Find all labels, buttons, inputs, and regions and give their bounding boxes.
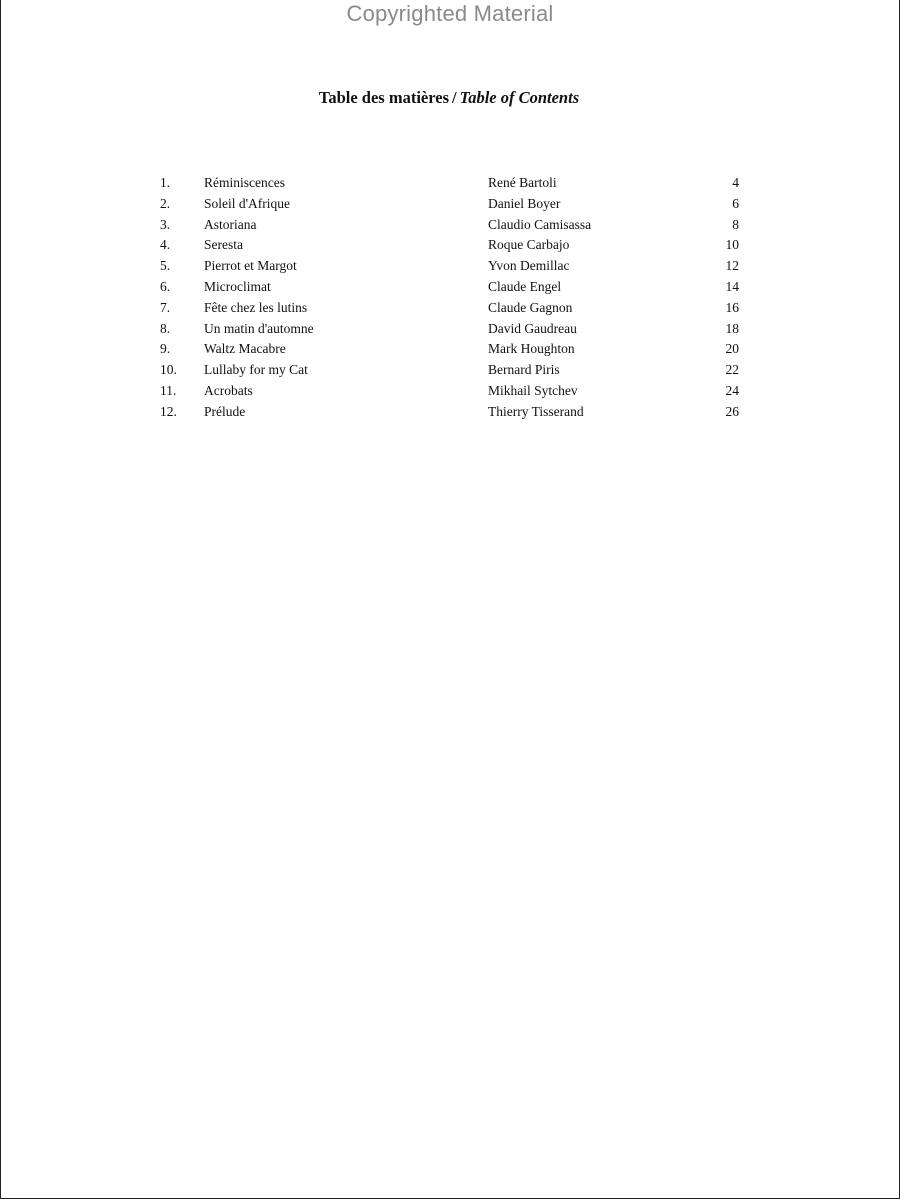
piece-title: Seresta xyxy=(204,237,243,253)
entry-number: 3. xyxy=(160,216,171,232)
page-number: 20 xyxy=(725,341,739,357)
piece-title: Pierrot et Margot xyxy=(204,258,297,274)
entry-number: 7. xyxy=(160,299,171,315)
copyright-watermark: Copyrighted Material xyxy=(346,1,554,26)
composer-name: Thierry Tisserand xyxy=(488,403,584,419)
page-number: 4 xyxy=(732,175,739,190)
toc-entry[interactable] xyxy=(160,360,740,381)
title-separator: / xyxy=(452,88,457,107)
entry-number: 10. xyxy=(160,362,177,378)
entry-number: 11. xyxy=(160,382,177,398)
composer-name: Claudio Camisassa xyxy=(488,216,592,232)
piece-title: Soleil d'Afrique xyxy=(204,195,291,211)
composer-name: Yvon Demillac xyxy=(488,258,570,274)
page-title xyxy=(0,88,898,108)
page-number: 14 xyxy=(725,278,739,294)
composer-name: Bernard Piris xyxy=(488,362,560,378)
composer-name: Roque Carbajo xyxy=(488,237,570,253)
page-number: 16 xyxy=(725,299,739,315)
page-number: 22 xyxy=(725,362,739,378)
piece-title: Lullaby for my Cat xyxy=(204,362,308,378)
piece-title: Microclimat xyxy=(204,278,271,294)
piece-title: Waltz Macabre xyxy=(204,341,286,357)
title-french: Table des matières xyxy=(318,88,450,107)
page-number: 8 xyxy=(732,216,739,232)
entry-number: 2. xyxy=(160,195,171,211)
toc-entry[interactable] xyxy=(160,215,740,236)
toc-entry[interactable] xyxy=(160,319,740,340)
toc-entry[interactable] xyxy=(160,381,740,402)
piece-title: Prélude xyxy=(204,403,246,419)
page-number: 6 xyxy=(732,195,739,211)
composer-name: David Gaudreau xyxy=(488,320,577,336)
toc-entry[interactable] xyxy=(160,402,740,423)
toc-entry[interactable] xyxy=(160,298,740,319)
page-number: 26 xyxy=(725,403,739,419)
composer-name: Claude Engel xyxy=(488,278,562,294)
entry-number: 6. xyxy=(160,278,171,294)
composer-name: Claude Gagnon xyxy=(488,299,573,315)
toc-entry[interactable] xyxy=(160,235,740,256)
piece-title: Astoriana xyxy=(204,216,257,232)
piece-title: Un matin d'automne xyxy=(204,320,314,336)
entry-number: 1. xyxy=(160,175,171,190)
page-number: 18 xyxy=(725,320,739,336)
page-number: 10 xyxy=(725,237,739,253)
entry-number: 9. xyxy=(160,341,171,357)
toc-entry[interactable] xyxy=(160,173,740,194)
composer-name: Daniel Boyer xyxy=(488,195,561,211)
page-number: 12 xyxy=(725,258,739,274)
title-english: Table of Contents xyxy=(459,88,580,107)
composer-name: René Bartoli xyxy=(488,175,557,190)
toc-entry[interactable] xyxy=(160,194,740,215)
entry-number: 12. xyxy=(160,403,177,419)
piece-title: Réminiscences xyxy=(204,175,285,190)
entry-number: 4. xyxy=(160,237,171,253)
entry-number: 5. xyxy=(160,258,171,274)
page-number: 24 xyxy=(725,382,739,398)
entry-number: 8. xyxy=(160,320,171,336)
composer-name: Mikhail Sytchev xyxy=(488,382,578,398)
table-of-contents xyxy=(160,173,740,423)
piece-title: Fête chez les lutins xyxy=(204,299,308,315)
piece-title: Acrobats xyxy=(204,382,253,398)
toc-entry[interactable] xyxy=(160,256,740,277)
toc-entry[interactable] xyxy=(160,339,740,360)
composer-name: Mark Houghton xyxy=(488,341,575,357)
toc-entry[interactable] xyxy=(160,277,740,298)
